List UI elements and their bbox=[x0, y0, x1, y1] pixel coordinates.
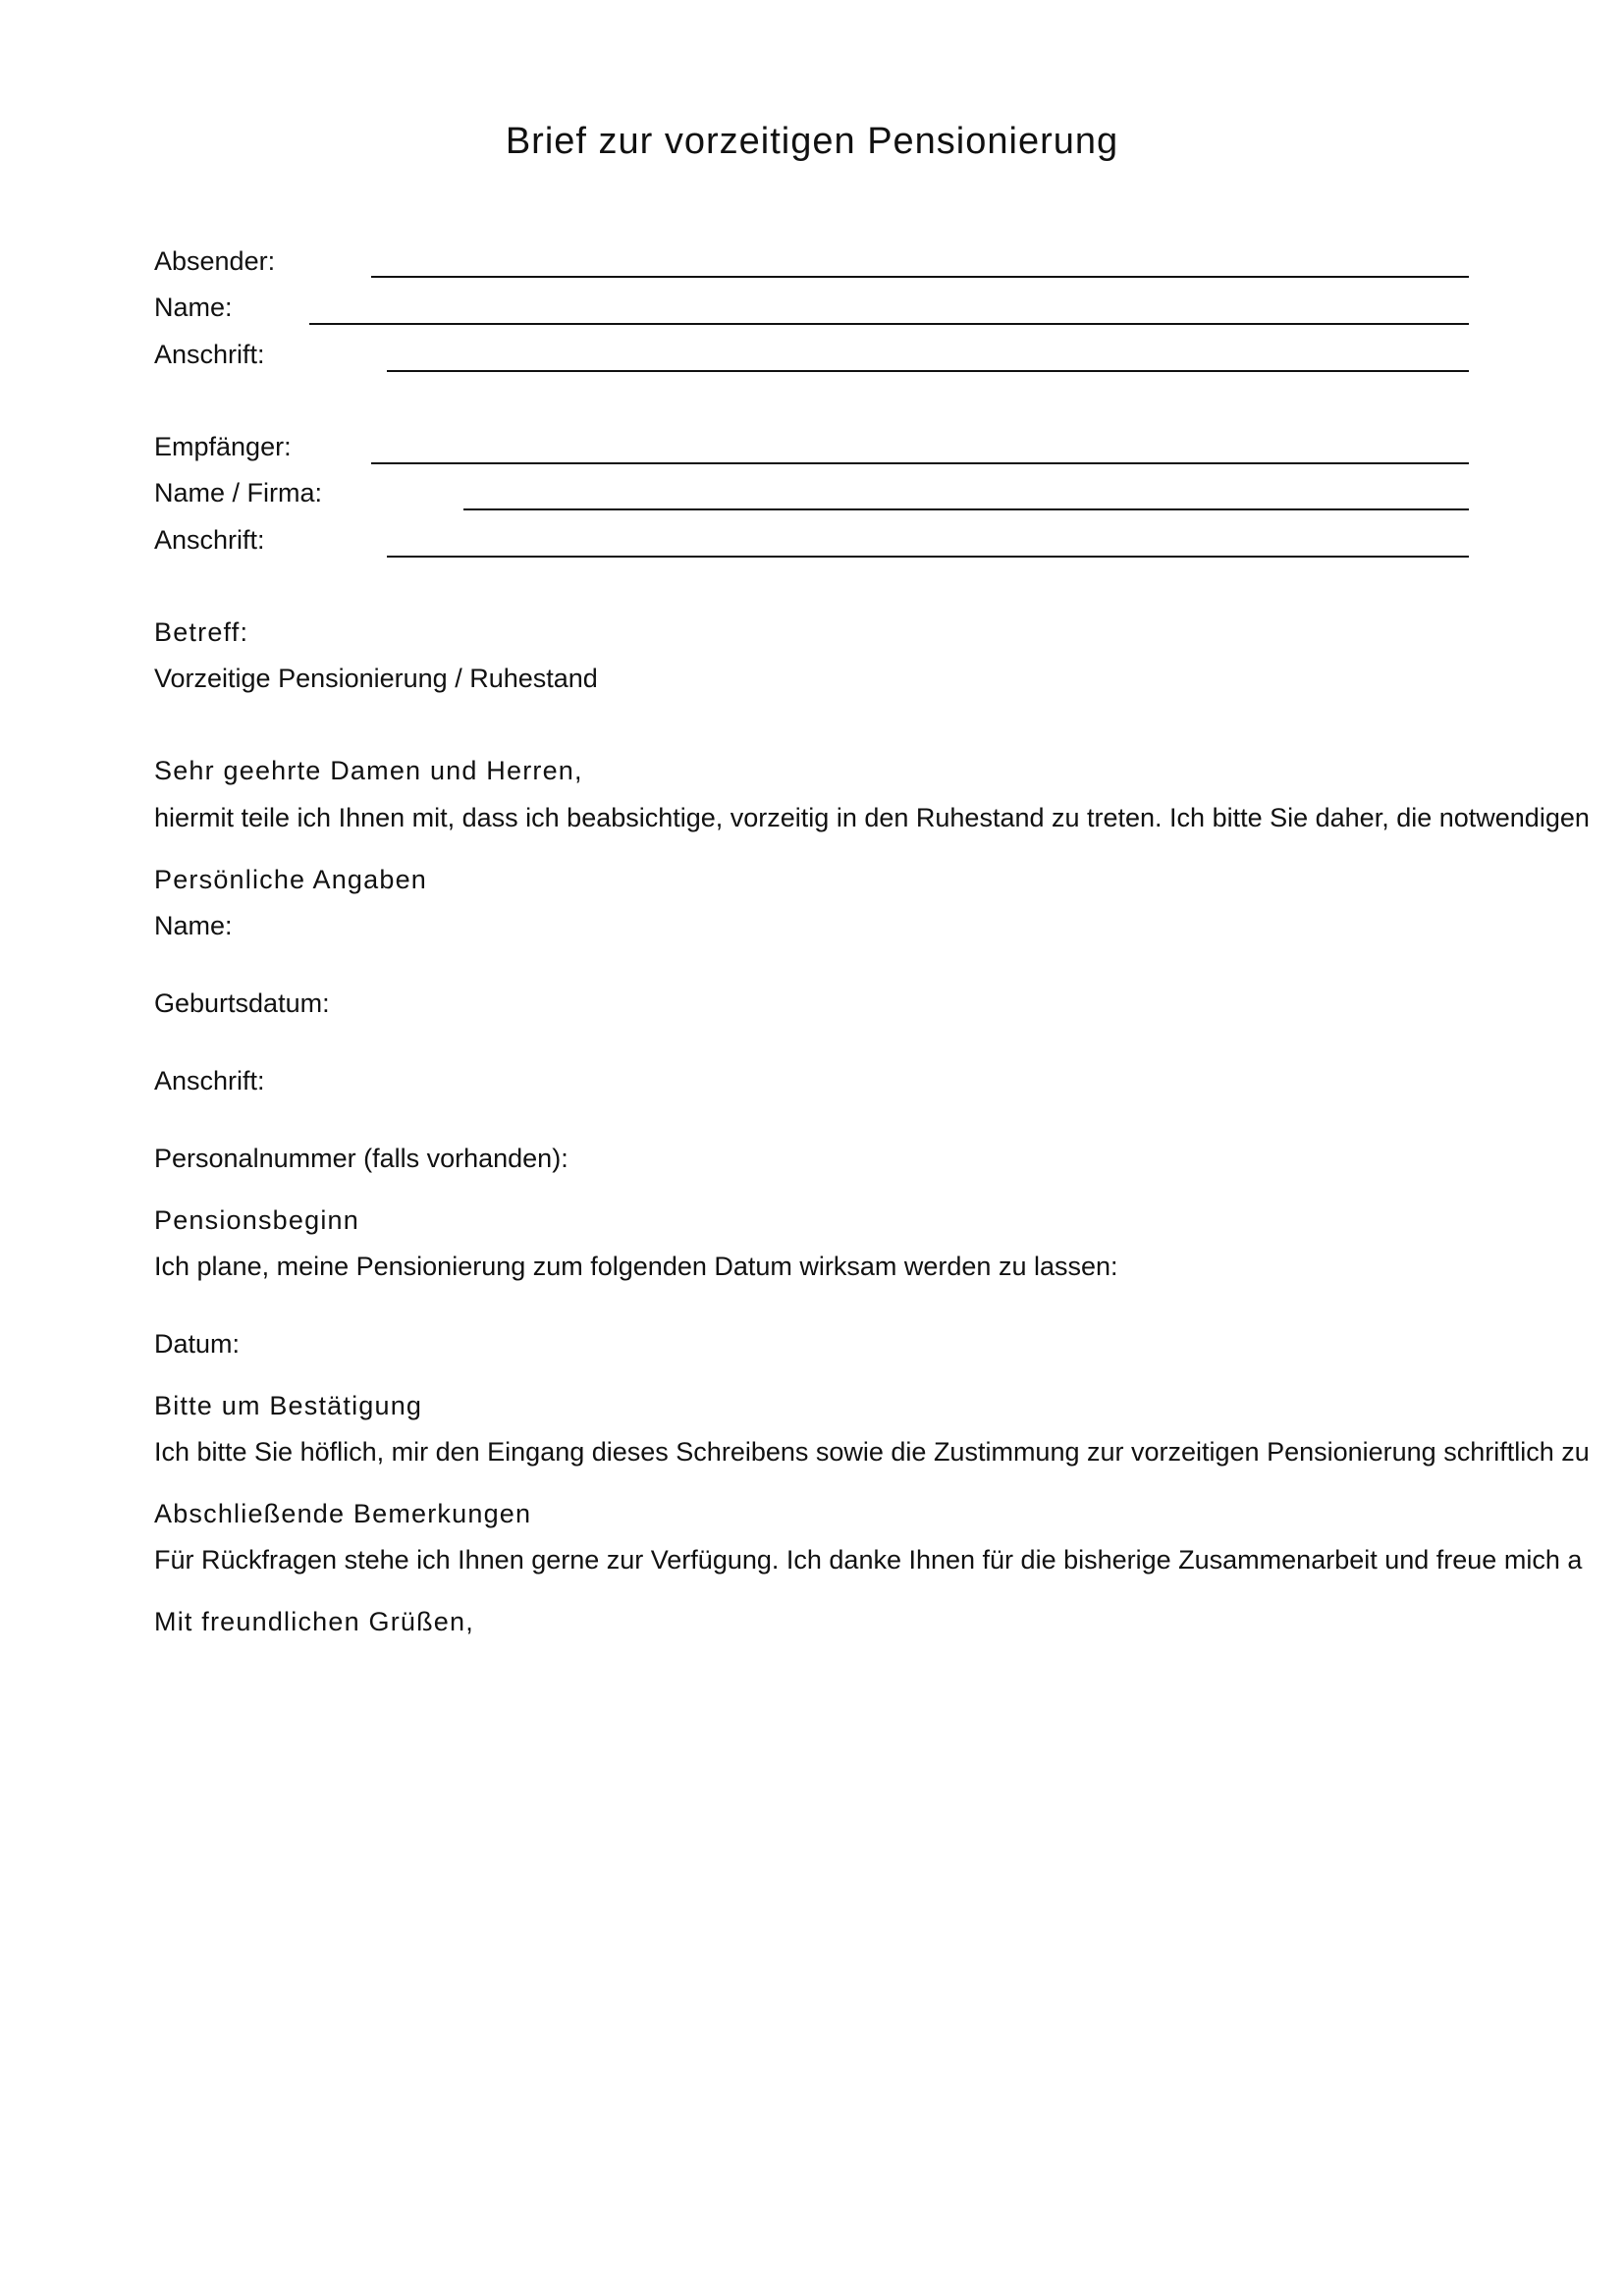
salutation: Sehr geehrte Damen und Herren, bbox=[154, 756, 583, 785]
sender-fill-line bbox=[371, 276, 1469, 278]
sender-address-label: Anschrift: bbox=[154, 340, 265, 369]
closing-remarks-text: Für Rückfragen stehe ich Ihnen gerne zur Verfügung. Ich danke Ihnen für die bisherige Zusammenarbeit und freue mich a bbox=[154, 1545, 1583, 1575]
closing-remarks-heading: Abschließende Bemerkungen bbox=[154, 1499, 532, 1528]
subject-heading: Betreff: bbox=[154, 617, 249, 647]
pension-start-date-label: Datum: bbox=[154, 1329, 241, 1359]
closing-greeting: Mit freundlichen Grüßen, bbox=[154, 1607, 474, 1636]
recipient-address-label: Anschrift: bbox=[154, 525, 265, 555]
sender-heading: Absender: bbox=[154, 246, 276, 276]
recipient-fill-line bbox=[371, 462, 1469, 464]
personal-heading: Persönliche Angaben bbox=[154, 865, 427, 894]
recipient-address-fill-line bbox=[387, 556, 1469, 558]
recipient-name-label: Name / Firma: bbox=[154, 478, 323, 507]
confirmation-text: Ich bitte Sie höflich, mir den Eingang dieses Schreibens sowie die Zustimmung zur vorzeitigen Pensionierung schriftlich zu bbox=[154, 1437, 1590, 1467]
personal-name-label: Name: bbox=[154, 911, 233, 940]
document-title: Brief zur vorzeitigen Pensionierung bbox=[505, 121, 1119, 162]
subject-text: Vorzeitige Pensionierung / Ruhestand bbox=[154, 664, 598, 693]
personal-number-label: Personalnummer (falls vorhanden): bbox=[154, 1144, 568, 1173]
recipient-heading: Empfänger: bbox=[154, 432, 292, 461]
intro-paragraph: hiermit teile ich Ihnen mit, dass ich beabsichtige, vorzeitig in den Ruhestand zu treten. Ich bitte Sie daher, die notwendigen bbox=[154, 803, 1590, 832]
pension-start-heading: Pensionsbeginn bbox=[154, 1205, 359, 1235]
confirmation-heading: Bitte um Bestätigung bbox=[154, 1391, 423, 1420]
sender-name-fill-line bbox=[309, 323, 1469, 325]
personal-birthdate-label: Geburtsdatum: bbox=[154, 988, 330, 1018]
sender-name-label: Name: bbox=[154, 293, 233, 322]
recipient-name-fill-line bbox=[463, 508, 1469, 510]
personal-address-label: Anschrift: bbox=[154, 1066, 265, 1095]
pension-start-text: Ich plane, meine Pensionierung zum folgenden Datum wirksam werden zu lassen: bbox=[154, 1252, 1118, 1281]
sender-address-fill-line bbox=[387, 370, 1469, 372]
